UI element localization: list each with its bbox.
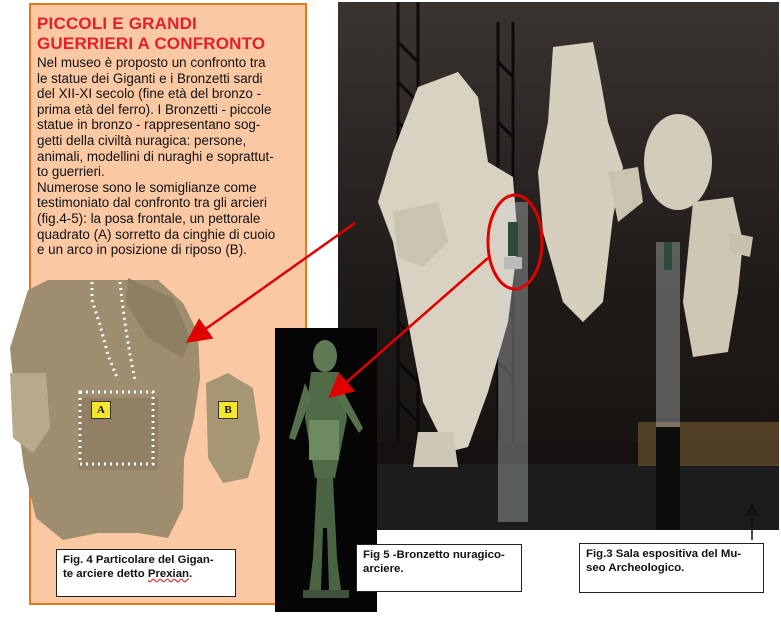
arrow-to-bronze	[332, 258, 488, 395]
panel-title-line-1: PICCOLI E GRANDI	[37, 14, 197, 33]
panel-title-line-2: GUERRIERI A CONFRONTO	[37, 34, 266, 53]
body-line: testimoniato dal confronto tra gli arcieri	[37, 195, 267, 211]
caption-fig4-name: Prexian	[147, 568, 190, 580]
arrow-to-giant	[190, 223, 355, 340]
body-line: quadrato (A) sorretto da cinghie di cuoio	[37, 226, 276, 242]
caption-fig3-line-2: seo Archeologico.	[586, 562, 685, 574]
body-line: to guerrieri.	[37, 164, 105, 180]
body-line: statue in bronzo - rappresentano sog-	[37, 117, 261, 133]
caption-fig5-line-1: Fig 5 -Bronzetto nuragico-	[363, 549, 505, 561]
strap-outline	[120, 282, 135, 380]
caption-fig3	[579, 543, 764, 593]
body-line: getti della civiltà nuragica: persone,	[37, 132, 247, 148]
body-line: e un arco in posizione di riposo (B).	[37, 242, 247, 258]
caption-fig5	[356, 544, 522, 592]
label-a: A	[91, 401, 111, 419]
caption-fig4-suffix: .	[189, 568, 193, 580]
body-line: Numerose sono le somiglianze come	[37, 179, 257, 195]
caption-fig4	[56, 549, 236, 597]
highlight-circle	[488, 195, 542, 289]
body-line: le statue dei Giganti e i Bronzetti sardi	[37, 70, 263, 86]
label-b: B	[218, 401, 238, 419]
caption-fig3-line-1: Fig.3 Sala espositiva del Mu-	[586, 548, 742, 560]
body-line: (fig.4-5): la posa frontale, un pettorale	[37, 210, 261, 226]
body-line: Nel museo è proposto un confronto tra	[37, 55, 266, 70]
strap-outline	[92, 282, 118, 380]
body-line: prima età del ferro). I Bronzetti - piccole	[37, 101, 272, 117]
body-line: animali, modellini di nuraghi e soprattut-	[37, 148, 274, 164]
caption-fig4-line-1: Fig. 4 Particolare del Gigan-	[63, 554, 214, 566]
caption-fig5-line-2: arciere.	[363, 563, 404, 575]
body-line: del XII-XI secolo (fine età del bronzo -	[37, 86, 262, 102]
caption-fig4-prefix: te arciere detto	[63, 568, 148, 580]
caption-fig4-line-2	[63, 567, 229, 581]
